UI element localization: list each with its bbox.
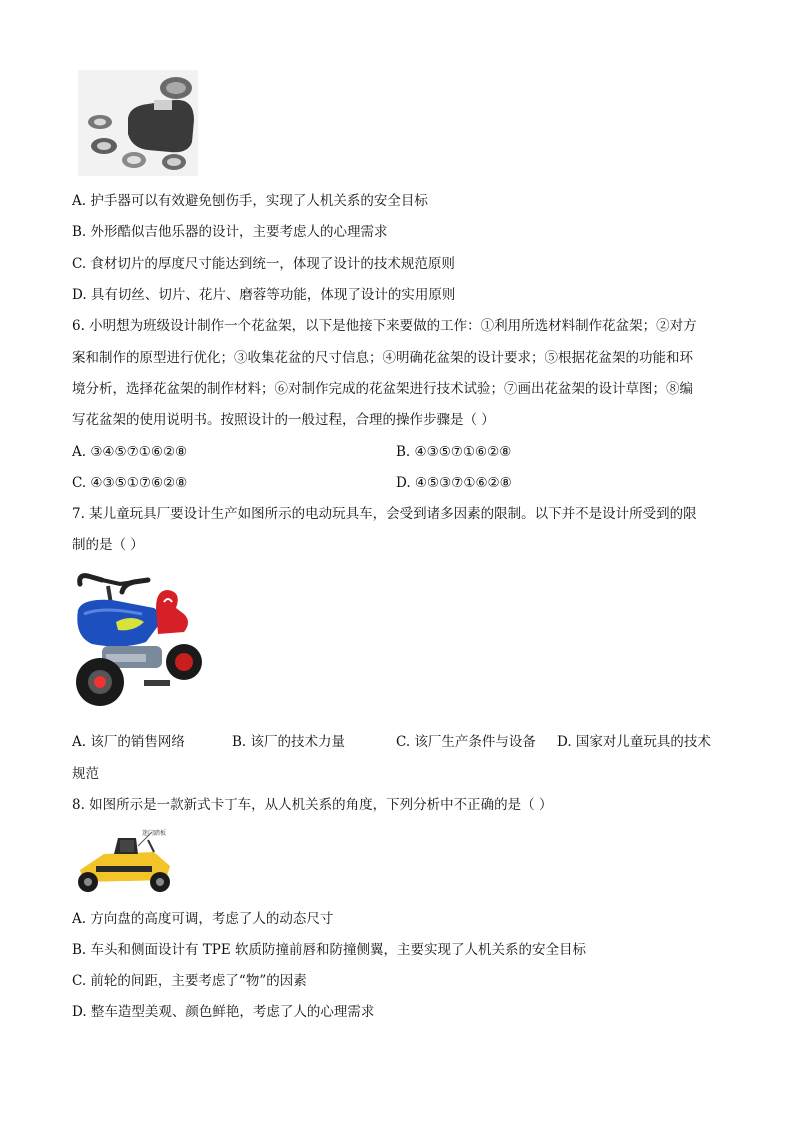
q5-option-b: B. 外形酷似吉他乐器的设计，主要考虑人的心理需求 bbox=[72, 224, 388, 240]
q6-option-a: A. ③④⑤⑦①⑥②⑧ bbox=[72, 444, 188, 460]
q7-option-a: A. 该厂的销售网络 bbox=[72, 734, 185, 750]
q7-option-d: D. 国家对儿童玩具的技术 bbox=[557, 734, 711, 750]
q7-option-b: B. 该厂的技术力量 bbox=[232, 734, 346, 750]
q8-stem: 8. 如图所示是一款新式卡丁车，从人机关系的角度，下列分析中不正确的是（ ） bbox=[72, 797, 553, 813]
slicer-figure bbox=[78, 70, 198, 176]
toy-car-figure bbox=[72, 570, 212, 718]
q6-option-b: B. ④③⑤⑦①⑥②⑧ bbox=[396, 444, 512, 460]
go-kart-figure bbox=[74, 826, 174, 898]
figure-callout-label: 迷门踏板 bbox=[142, 830, 167, 837]
q8-option-b: B. 车头和侧面设计有 TPE 软质防撞前唇和防撞侧翼，主要实现了人机关系的安全目标 bbox=[72, 942, 587, 958]
q8-option-d: D. 整车造型美观、颜色鲜艳，考虑了人的心理需求 bbox=[72, 1004, 375, 1020]
q8-option-c: C. 前轮的间距，主要考虑了“物”的因素 bbox=[72, 973, 307, 989]
q6-option-d: D. ④⑤③⑦①⑥②⑧ bbox=[396, 475, 512, 491]
q6-stem-line-4: 写花盆架的使用说明书。按照设计的一般过程，合理的操作步骤是（ ） bbox=[72, 412, 495, 428]
q6-option-c: C. ④③⑤①⑦⑥②⑧ bbox=[72, 475, 188, 491]
q8-option-a: A. 方向盘的高度可调，考虑了人的动态尺寸 bbox=[72, 911, 334, 927]
q7-option-c: C. 该厂生产条件与设备 bbox=[396, 734, 536, 750]
q5-option-a: A. 护手器可以有效避免刨伤手，实现了人机关系的安全目标 bbox=[72, 193, 428, 209]
q5-option-c: C. 食材切片的厚度尺寸能达到统一，体现了设计的技术规范原则 bbox=[72, 256, 455, 272]
q5-option-d: D. 具有切丝、切片、花片、磨蓉等功能，体现了设计的实用原则 bbox=[72, 287, 456, 303]
q7-stem-line-2: 制的是（ ） bbox=[72, 537, 144, 553]
q6-stem-line-1: 6. 小明想为班级设计制作一个花盆架，以下是他接下来要做的工作：①利用所选材料制作花盆架；②对方 bbox=[72, 318, 697, 334]
q7-stem-line-1: 7. 某儿童玩具厂要设计生产如图所示的电动玩具车，会受到诸多因素的限制。以下并不是设计所受到的限 bbox=[72, 506, 697, 522]
q7-option-d-continued: 规范 bbox=[72, 766, 99, 782]
q6-stem-line-3: 境分析，选择花盆架的制作材料；⑥对制作完成的花盆架进行技术试验；⑦画出花盆架的设计草图；⑧编 bbox=[72, 381, 693, 397]
q6-stem-line-2: 案和制作的原型进行优化；③收集花盆的尺寸信息；④明确花盆架的设计要求；⑤根据花盆架的功能和环 bbox=[72, 350, 693, 366]
